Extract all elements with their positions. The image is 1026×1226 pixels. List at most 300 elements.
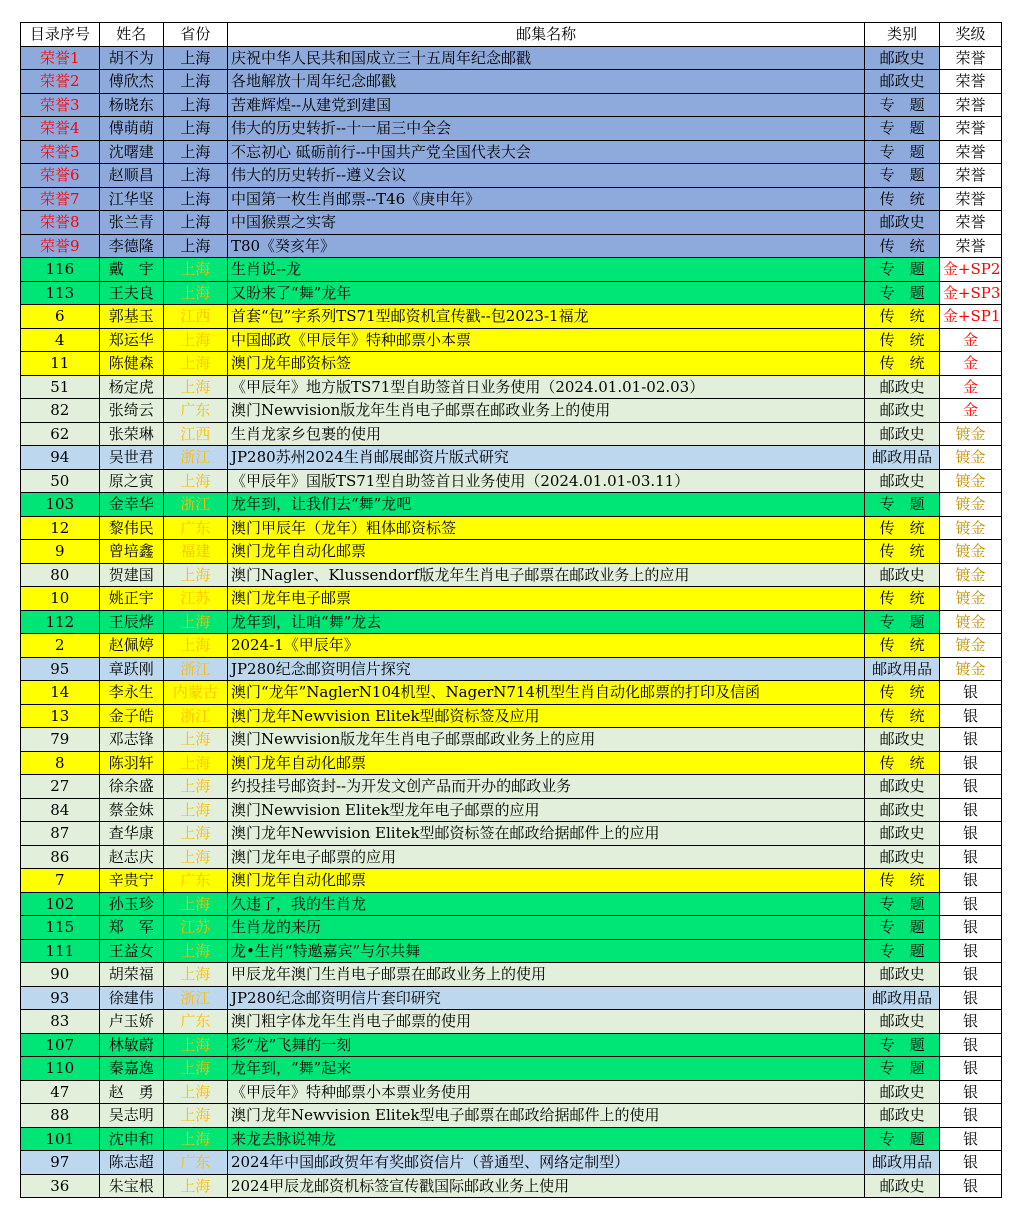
- award-cell: 荣誉: [939, 187, 1001, 211]
- catalog-number-cell: 6: [21, 305, 100, 329]
- award-cell: 银: [939, 939, 1001, 963]
- name-cell: 江华坚: [99, 187, 163, 211]
- catalog-number-cell: 荣誉4: [21, 117, 100, 141]
- exhibit-title-cell: 彩“龙”飞舞的一刻: [227, 1033, 864, 1057]
- catalog-number-cell: 51: [21, 375, 100, 399]
- name-cell: 黎伟民: [99, 516, 163, 540]
- table-row: [21, 187, 1002, 211]
- award-cell: 镀金: [939, 446, 1001, 470]
- province-cell: 上海: [163, 634, 227, 658]
- exhibit-title-cell: 澳门Newvision版龙年生肖电子邮票在邮政业务上的使用: [227, 399, 864, 423]
- award-cell: 银: [939, 963, 1001, 987]
- catalog-number-cell: 86: [21, 845, 100, 869]
- catalog-number-cell: 82: [21, 399, 100, 423]
- category-cell: 邮政史: [865, 1174, 940, 1198]
- award-cell: 银: [939, 986, 1001, 1010]
- award-cell: 镀金: [939, 587, 1001, 611]
- province-cell: 上海: [163, 469, 227, 493]
- name-cell: 姚正宇: [99, 587, 163, 611]
- name-cell: 李永生: [99, 681, 163, 705]
- table-row: [21, 916, 1002, 940]
- catalog-number-cell: 36: [21, 1174, 100, 1198]
- catalog-number-cell: 110: [21, 1057, 100, 1081]
- province-cell: 上海: [163, 328, 227, 352]
- table-row: [21, 986, 1002, 1010]
- name-cell: 郭基玉: [99, 305, 163, 329]
- name-cell: 陈志超: [99, 1151, 163, 1175]
- exhibit-title-cell: 中国第一枚生肖邮票--T46《庚申年》: [227, 187, 864, 211]
- name-cell: 戴 宇: [99, 258, 163, 282]
- exhibit-title-cell: 生肖龙的来历: [227, 916, 864, 940]
- table-row: [21, 563, 1002, 587]
- table-row: [21, 822, 1002, 846]
- name-cell: 沈曙建: [99, 140, 163, 164]
- catalog-number-cell: 103: [21, 493, 100, 517]
- table-row: [21, 375, 1002, 399]
- table-row: [21, 1080, 1002, 1104]
- exhibit-title-cell: 不忘初心 砥砺前行--中国共产党全国代表大会: [227, 140, 864, 164]
- province-cell: 上海: [163, 281, 227, 305]
- category-cell: 邮政史: [865, 422, 940, 446]
- catalog-number-cell: 2: [21, 634, 100, 658]
- header-category: 类别: [865, 23, 940, 47]
- catalog-number-cell: 14: [21, 681, 100, 705]
- category-cell: 邮政史: [865, 399, 940, 423]
- catalog-number-cell: 荣誉7: [21, 187, 100, 211]
- table-row: [21, 587, 1002, 611]
- province-cell: 上海: [163, 1080, 227, 1104]
- table-row: [21, 93, 1002, 117]
- name-cell: 陈健森: [99, 352, 163, 376]
- table-row: [21, 399, 1002, 423]
- category-cell: 邮政史: [865, 375, 940, 399]
- category-cell: 专 题: [865, 939, 940, 963]
- province-cell: 广东: [163, 869, 227, 893]
- name-cell: 赵佩婷: [99, 634, 163, 658]
- award-cell: 荣誉: [939, 70, 1001, 94]
- province-cell: 上海: [163, 352, 227, 376]
- name-cell: 吴志明: [99, 1104, 163, 1128]
- exhibit-title-cell: 2024甲辰龙邮资机标签宣传戳国际邮政业务上使用: [227, 1174, 864, 1198]
- name-cell: 杨定虎: [99, 375, 163, 399]
- province-cell: 上海: [163, 140, 227, 164]
- province-cell: 上海: [163, 117, 227, 141]
- exhibit-title-cell: 澳门“龙年”NaglerN104机型、NagerN714机型生肖自动化邮票的打印及信函: [227, 681, 864, 705]
- exhibit-title-cell: 约投挂号邮资封--为开发文创产品而开办的邮政业务: [227, 775, 864, 799]
- category-cell: 邮政用品: [865, 986, 940, 1010]
- table-row: [21, 704, 1002, 728]
- header-row: [21, 23, 1002, 47]
- award-cell: 银: [939, 916, 1001, 940]
- name-cell: 曾培鑫: [99, 540, 163, 564]
- results-table: [20, 22, 1002, 1198]
- table-row: [21, 751, 1002, 775]
- award-cell: 银: [939, 869, 1001, 893]
- category-cell: 传 统: [865, 751, 940, 775]
- name-cell: 徐建伟: [99, 986, 163, 1010]
- category-cell: 专 题: [865, 93, 940, 117]
- name-cell: 胡不为: [99, 46, 163, 70]
- province-cell: 上海: [163, 892, 227, 916]
- province-cell: 浙江: [163, 657, 227, 681]
- name-cell: 朱宝根: [99, 1174, 163, 1198]
- province-cell: 上海: [163, 728, 227, 752]
- catalog-number-cell: 93: [21, 986, 100, 1010]
- exhibit-title-cell: 久违了，我的生肖龙: [227, 892, 864, 916]
- name-cell: 郑运华: [99, 328, 163, 352]
- name-cell: 徐余盛: [99, 775, 163, 799]
- exhibit-title-cell: 澳门龙年电子邮票: [227, 587, 864, 611]
- table-row: [21, 1174, 1002, 1198]
- catalog-number-cell: 97: [21, 1151, 100, 1175]
- name-cell: 赵顺昌: [99, 164, 163, 188]
- award-cell: 镀金: [939, 610, 1001, 634]
- province-cell: 上海: [163, 211, 227, 235]
- category-cell: 传 统: [865, 305, 940, 329]
- table-row: [21, 164, 1002, 188]
- province-cell: 江苏: [163, 916, 227, 940]
- catalog-number-cell: 113: [21, 281, 100, 305]
- award-cell: 镀金: [939, 516, 1001, 540]
- name-cell: 傅欣杰: [99, 70, 163, 94]
- award-cell: 金: [939, 375, 1001, 399]
- category-cell: 专 题: [865, 258, 940, 282]
- name-cell: 原之寅: [99, 469, 163, 493]
- category-cell: 专 题: [865, 1127, 940, 1151]
- exhibit-title-cell: JP280纪念邮资明信片探究: [227, 657, 864, 681]
- province-cell: 上海: [163, 798, 227, 822]
- name-cell: 林敏蔚: [99, 1033, 163, 1057]
- name-cell: 秦嘉逸: [99, 1057, 163, 1081]
- table-row: [21, 657, 1002, 681]
- award-cell: 镀金: [939, 422, 1001, 446]
- province-cell: 上海: [163, 845, 227, 869]
- catalog-number-cell: 11: [21, 352, 100, 376]
- name-cell: 邓志锋: [99, 728, 163, 752]
- category-cell: 传 统: [865, 634, 940, 658]
- province-cell: 上海: [163, 234, 227, 258]
- table-row: [21, 798, 1002, 822]
- table-row: [21, 305, 1002, 329]
- award-cell: 银: [939, 1080, 1001, 1104]
- province-cell: 上海: [163, 963, 227, 987]
- category-cell: 邮政史: [865, 775, 940, 799]
- name-cell: 金子皓: [99, 704, 163, 728]
- table-row: [21, 845, 1002, 869]
- award-cell: 镀金: [939, 657, 1001, 681]
- name-cell: 傅萌萌: [99, 117, 163, 141]
- category-cell: 专 题: [865, 117, 940, 141]
- table-row: [21, 70, 1002, 94]
- exhibit-title-cell: 来龙去脉说神龙: [227, 1127, 864, 1151]
- header-catalog-number: 目录序号: [21, 23, 100, 47]
- category-cell: 邮政史: [865, 845, 940, 869]
- award-cell: 荣誉: [939, 117, 1001, 141]
- catalog-number-cell: 荣誉2: [21, 70, 100, 94]
- catalog-number-cell: 111: [21, 939, 100, 963]
- province-cell: 浙江: [163, 446, 227, 470]
- award-cell: 银: [939, 1127, 1001, 1151]
- table-row: [21, 1057, 1002, 1081]
- category-cell: 专 题: [865, 610, 940, 634]
- header-province: 省份: [163, 23, 227, 47]
- name-cell: 吴世君: [99, 446, 163, 470]
- catalog-number-cell: 荣誉9: [21, 234, 100, 258]
- award-cell: 荣誉: [939, 140, 1001, 164]
- table-row: [21, 634, 1002, 658]
- award-cell: 金+SP2: [939, 258, 1001, 282]
- exhibit-title-cell: 《甲辰年》特种邮票小本票业务使用: [227, 1080, 864, 1104]
- exhibit-title-cell: 2024年中国邮政贺年有奖邮资信片（普通型、网络定制型）: [227, 1151, 864, 1175]
- header-name: 姓名: [99, 23, 163, 47]
- table-row: [21, 1010, 1002, 1034]
- award-cell: 金+SP3: [939, 281, 1001, 305]
- award-cell: 镀金: [939, 563, 1001, 587]
- catalog-number-cell: 90: [21, 963, 100, 987]
- award-cell: 银: [939, 681, 1001, 705]
- province-cell: 上海: [163, 563, 227, 587]
- category-cell: 邮政史: [865, 1104, 940, 1128]
- exhibit-title-cell: 龙年到，“舞”起来: [227, 1057, 864, 1081]
- province-cell: 浙江: [163, 986, 227, 1010]
- name-cell: 卢玉娇: [99, 1010, 163, 1034]
- province-cell: 上海: [163, 775, 227, 799]
- catalog-number-cell: 84: [21, 798, 100, 822]
- category-cell: 传 统: [865, 352, 940, 376]
- exhibit-title-cell: 澳门龙年Newvision Elitek型电子邮票在邮政给据邮件上的使用: [227, 1104, 864, 1128]
- province-cell: 上海: [163, 258, 227, 282]
- category-cell: 专 题: [865, 493, 940, 517]
- catalog-number-cell: 116: [21, 258, 100, 282]
- table-row: [21, 728, 1002, 752]
- name-cell: 王益女: [99, 939, 163, 963]
- table-row: [21, 234, 1002, 258]
- name-cell: 蔡金妹: [99, 798, 163, 822]
- table-row: [21, 869, 1002, 893]
- table-row: [21, 493, 1002, 517]
- exhibit-title-cell: 澳门粗字体龙年生肖电子邮票的使用: [227, 1010, 864, 1034]
- name-cell: 陈羽轩: [99, 751, 163, 775]
- category-cell: 传 统: [865, 704, 940, 728]
- exhibit-title-cell: 庆祝中华人民共和国成立三十五周年纪念邮戳: [227, 46, 864, 70]
- table-row: [21, 422, 1002, 446]
- catalog-number-cell: 83: [21, 1010, 100, 1034]
- province-cell: 广东: [163, 1151, 227, 1175]
- name-cell: 辛贵宁: [99, 869, 163, 893]
- category-cell: 专 题: [865, 1033, 940, 1057]
- exhibit-title-cell: JP280纪念邮资明信片套印研究: [227, 986, 864, 1010]
- exhibit-title-cell: 龙•生肖“特邀嘉宾”与尔共舞: [227, 939, 864, 963]
- province-cell: 广东: [163, 1010, 227, 1034]
- table-row: [21, 1151, 1002, 1175]
- name-cell: 张兰青: [99, 211, 163, 235]
- award-cell: 金: [939, 399, 1001, 423]
- award-cell: 荣誉: [939, 46, 1001, 70]
- award-cell: 银: [939, 845, 1001, 869]
- catalog-number-cell: 101: [21, 1127, 100, 1151]
- header-exhibit-title: 邮集名称: [227, 23, 864, 47]
- name-cell: 李德隆: [99, 234, 163, 258]
- award-cell: 银: [939, 892, 1001, 916]
- catalog-number-cell: 7: [21, 869, 100, 893]
- award-cell: 荣誉: [939, 93, 1001, 117]
- category-cell: 邮政用品: [865, 446, 940, 470]
- table-row: [21, 469, 1002, 493]
- province-cell: 上海: [163, 46, 227, 70]
- category-cell: 传 统: [865, 234, 940, 258]
- name-cell: 查华康: [99, 822, 163, 846]
- category-cell: 邮政史: [865, 211, 940, 235]
- award-cell: 镀金: [939, 634, 1001, 658]
- table-row: [21, 281, 1002, 305]
- province-cell: 上海: [163, 164, 227, 188]
- name-cell: 郑 军: [99, 916, 163, 940]
- award-cell: 镀金: [939, 540, 1001, 564]
- exhibit-title-cell: T80《癸亥年》: [227, 234, 864, 258]
- exhibit-title-cell: 首套“包”字系列TS71型邮资机宣传戳--包2023-1福龙: [227, 305, 864, 329]
- award-cell: 金: [939, 328, 1001, 352]
- exhibit-title-cell: 澳门Newvision Elitek型龙年电子邮票的应用: [227, 798, 864, 822]
- province-cell: 上海: [163, 751, 227, 775]
- province-cell: 浙江: [163, 704, 227, 728]
- award-cell: 银: [939, 1033, 1001, 1057]
- category-cell: 邮政史: [865, 798, 940, 822]
- province-cell: 上海: [163, 1174, 227, 1198]
- name-cell: 王辰烨: [99, 610, 163, 634]
- table-row: [21, 446, 1002, 470]
- catalog-number-cell: 荣誉1: [21, 46, 100, 70]
- catalog-number-cell: 13: [21, 704, 100, 728]
- province-cell: 江西: [163, 305, 227, 329]
- exhibit-title-cell: 澳门Nagler、Klussendorf版龙年生肖电子邮票在邮政业务上的应用: [227, 563, 864, 587]
- table-row: [21, 775, 1002, 799]
- category-cell: 邮政史: [865, 563, 940, 587]
- award-cell: 荣誉: [939, 234, 1001, 258]
- catalog-number-cell: 80: [21, 563, 100, 587]
- award-cell: 银: [939, 1174, 1001, 1198]
- category-cell: 邮政史: [865, 1080, 940, 1104]
- catalog-number-cell: 95: [21, 657, 100, 681]
- catalog-number-cell: 荣誉8: [21, 211, 100, 235]
- category-cell: 邮政史: [865, 1010, 940, 1034]
- province-cell: 上海: [163, 1057, 227, 1081]
- name-cell: 杨晓东: [99, 93, 163, 117]
- award-cell: 金+SP1: [939, 305, 1001, 329]
- category-cell: 专 题: [865, 1057, 940, 1081]
- exhibit-title-cell: 澳门龙年自动化邮票: [227, 540, 864, 564]
- province-cell: 上海: [163, 939, 227, 963]
- exhibit-title-cell: 中国猴票之实寄: [227, 211, 864, 235]
- category-cell: 邮政史: [865, 469, 940, 493]
- category-cell: 邮政史: [865, 728, 940, 752]
- table-row: [21, 1104, 1002, 1128]
- catalog-number-cell: 107: [21, 1033, 100, 1057]
- catalog-number-cell: 9: [21, 540, 100, 564]
- exhibit-title-cell: 澳门甲辰年（龙年）粗体邮资标签: [227, 516, 864, 540]
- table-row: [21, 140, 1002, 164]
- province-cell: 福建: [163, 540, 227, 564]
- category-cell: 传 统: [865, 869, 940, 893]
- header-award: 奖级: [939, 23, 1001, 47]
- catalog-number-cell: 12: [21, 516, 100, 540]
- catalog-number-cell: 62: [21, 422, 100, 446]
- category-cell: 邮政史: [865, 963, 940, 987]
- catalog-number-cell: 112: [21, 610, 100, 634]
- province-cell: 浙江: [163, 493, 227, 517]
- category-cell: 专 题: [865, 140, 940, 164]
- province-cell: 上海: [163, 1104, 227, 1128]
- catalog-number-cell: 27: [21, 775, 100, 799]
- category-cell: 邮政史: [865, 822, 940, 846]
- award-cell: 银: [939, 1010, 1001, 1034]
- catalog-number-cell: 荣誉6: [21, 164, 100, 188]
- name-cell: 金幸华: [99, 493, 163, 517]
- table-row: [21, 1033, 1002, 1057]
- award-cell: 银: [939, 822, 1001, 846]
- award-cell: 银: [939, 1057, 1001, 1081]
- award-cell: 银: [939, 775, 1001, 799]
- table-row: [21, 939, 1002, 963]
- category-cell: 邮政史: [865, 46, 940, 70]
- category-cell: 传 统: [865, 187, 940, 211]
- table-row: [21, 211, 1002, 235]
- table-row: [21, 681, 1002, 705]
- name-cell: 章跃刚: [99, 657, 163, 681]
- category-cell: 邮政史: [865, 70, 940, 94]
- table-row: [21, 352, 1002, 376]
- table-row: [21, 892, 1002, 916]
- name-cell: 孙玉珍: [99, 892, 163, 916]
- award-cell: 荣誉: [939, 164, 1001, 188]
- table-body: [21, 46, 1002, 1198]
- award-cell: 银: [939, 704, 1001, 728]
- catalog-number-cell: 荣誉5: [21, 140, 100, 164]
- catalog-number-cell: 88: [21, 1104, 100, 1128]
- exhibit-title-cell: 生肖龙家乡包裹的使用: [227, 422, 864, 446]
- catalog-number-cell: 8: [21, 751, 100, 775]
- province-cell: 内蒙古: [163, 681, 227, 705]
- table-row: [21, 46, 1002, 70]
- province-cell: 江西: [163, 422, 227, 446]
- catalog-number-cell: 50: [21, 469, 100, 493]
- catalog-number-cell: 荣誉3: [21, 93, 100, 117]
- exhibit-title-cell: 澳门龙年Newvision Elitek型邮资标签及应用: [227, 704, 864, 728]
- province-cell: 上海: [163, 1127, 227, 1151]
- table-row: [21, 540, 1002, 564]
- award-cell: 银: [939, 728, 1001, 752]
- name-cell: 张荣琳: [99, 422, 163, 446]
- catalog-number-cell: 102: [21, 892, 100, 916]
- award-cell: 镀金: [939, 493, 1001, 517]
- table-row: [21, 328, 1002, 352]
- catalog-number-cell: 87: [21, 822, 100, 846]
- table-row: [21, 117, 1002, 141]
- table-row: [21, 610, 1002, 634]
- award-cell: 金: [939, 352, 1001, 376]
- table-row: [21, 258, 1002, 282]
- exhibit-title-cell: 又盼来了“舞”龙年: [227, 281, 864, 305]
- province-cell: 上海: [163, 1033, 227, 1057]
- name-cell: 张绮云: [99, 399, 163, 423]
- exhibit-title-cell: 伟大的历史转折--十一届三中全会: [227, 117, 864, 141]
- exhibit-title-cell: 苦难辉煌--从建党到建国: [227, 93, 864, 117]
- table-row: [21, 963, 1002, 987]
- table-row: [21, 516, 1002, 540]
- name-cell: 王夫良: [99, 281, 163, 305]
- exhibit-title-cell: 2024-1《甲辰年》: [227, 634, 864, 658]
- award-cell: 银: [939, 798, 1001, 822]
- category-cell: 专 题: [865, 164, 940, 188]
